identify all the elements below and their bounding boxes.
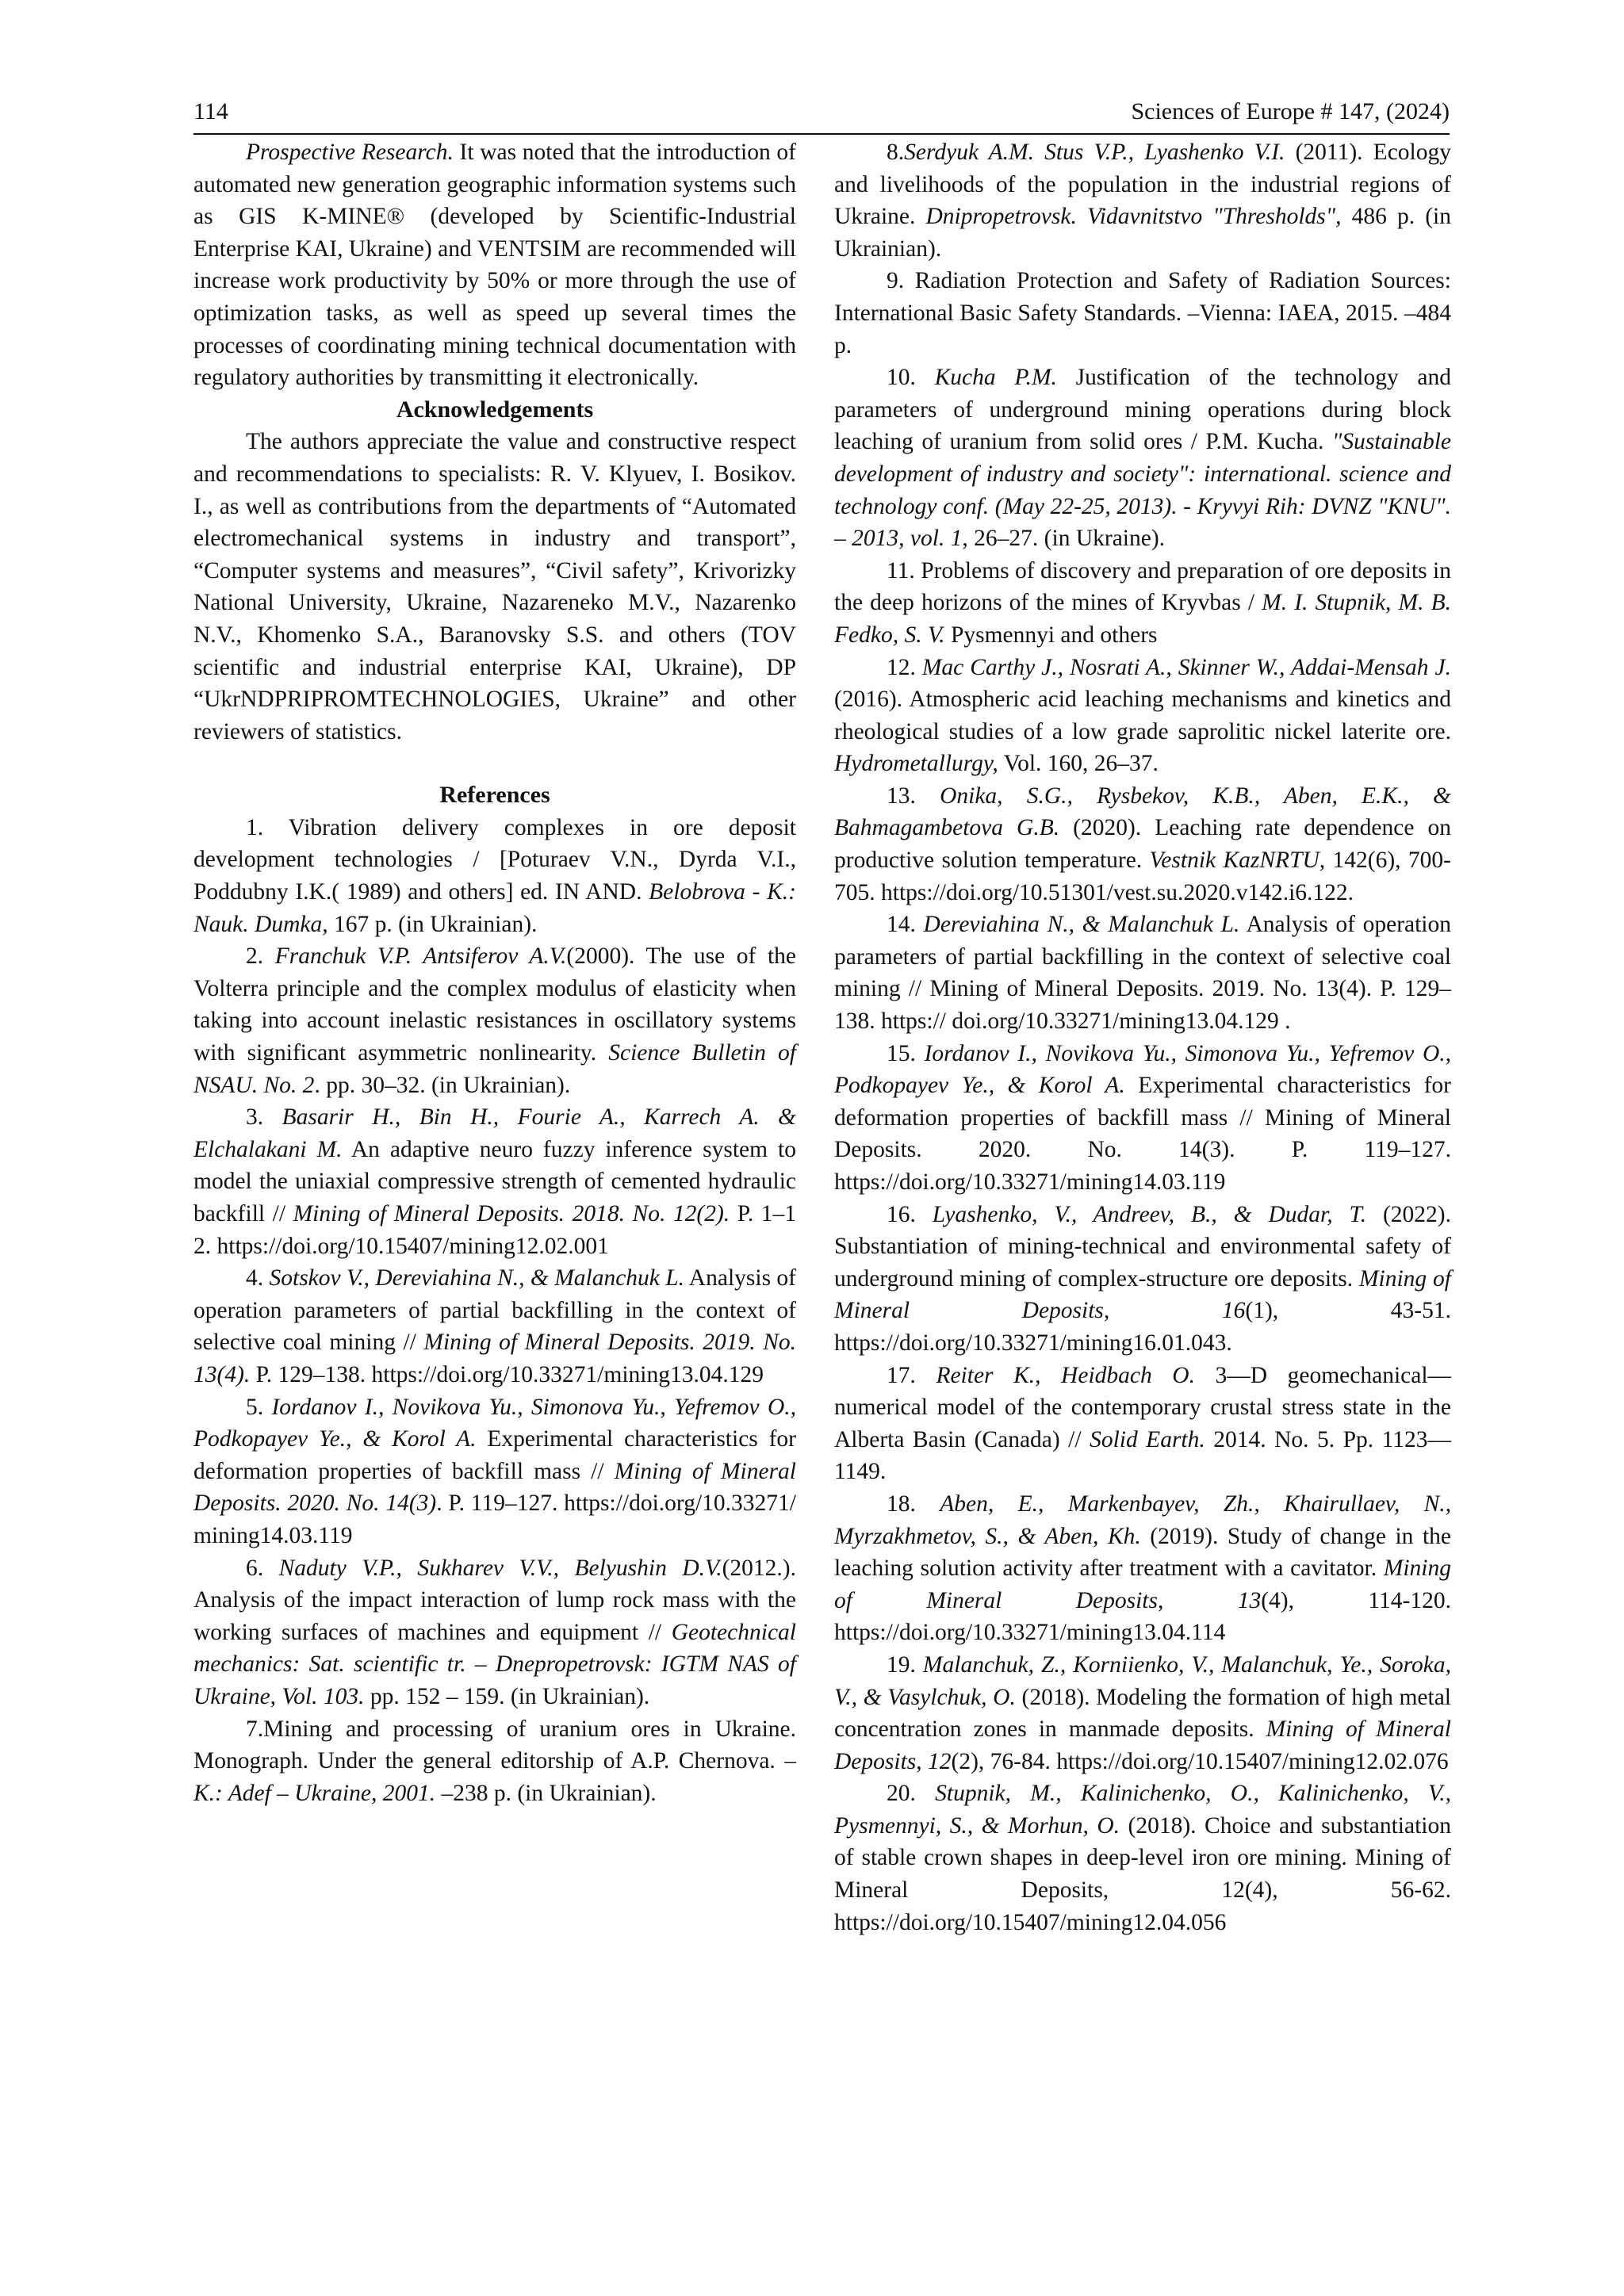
- ref-text: (2022). Substantiation of mining-technical and environmental safety of underground mining of complex-structure ore deposits.: [834, 1201, 1451, 1292]
- reference-6: [193, 1552, 796, 1713]
- intro-text: It was noted that the introduction of automated new generation geographic information systems such as GIS K-MINE® (developed by Scientific-Industrial Enterprise KAI, Ukraine) and VENTSIM are recommended will increase work productivity by 50% or more through the use of optimization tasks, as well as speed up several times the processes of coordinating mining technical documentation with regulatory authorities by transmitting it electronically.: [193, 140, 796, 391]
- ref-text: 4.: [246, 1265, 270, 1292]
- ref-italic: Solid Earth.: [1090, 1426, 1205, 1452]
- ref-text: 3.: [246, 1104, 282, 1131]
- ref-text: 18.: [887, 1490, 940, 1517]
- ref-italic: Mining of Mineral Deposits. 2019. No. 13(4).: [193, 1330, 796, 1387]
- ref-text: 142(6), 700-705. https://doi.org/10.51301/vest.su.2020.v142.i6.122.: [834, 848, 1451, 905]
- reference-18: [834, 1488, 1451, 1649]
- ref-text: 3—D geomechanical—numerical model of the contemporary crustal stress state in the Alberta Basin (Canada) //: [834, 1362, 1452, 1452]
- ref-text: 9. Radiation Protection and Safety of Radiation Sources: International Basic Safety Standards. –Vienna: IAEA, 2015. –484 p.: [834, 268, 1451, 358]
- ref-text: pp. 152 – 159. (in Ukrainian).: [364, 1683, 650, 1709]
- ref-text: 167 p. (in Ukrainian).: [327, 911, 538, 937]
- reference-15: [834, 1038, 1451, 1199]
- right-column: [834, 136, 1451, 1938]
- ref-italic: Sotskov V., Dereviahina N., & Malanchuk L.: [269, 1265, 685, 1292]
- ref-italic: Mining of Mineral Deposits: [834, 1556, 1451, 1613]
- ref-text: 19.: [887, 1651, 923, 1678]
- ref-italic: Mining of Mineral Deposits, 16: [834, 1265, 1452, 1324]
- ref-text: 7.Mining and processing of uranium ores in Ukraine. Monograph. Under the general editorship of A.P. Chernova.: [193, 1716, 796, 1774]
- ref-italic: –K.: Adef – Ukraine, 2001.: [193, 1748, 796, 1806]
- ref-text: , 26–27. (in Ukraine).: [962, 526, 1166, 552]
- ref-italic: Vestnik KazNRTU,: [1149, 848, 1326, 874]
- reference-20: [834, 1777, 1451, 1938]
- reference-14: [834, 909, 1451, 1037]
- ref-italic: Dnipropetrovsk. Vidavnitstvo "Thresholds",: [925, 204, 1342, 230]
- ref-text: –238 p. (in Ukrainian).: [435, 1780, 657, 1806]
- ref-text: Analysis of operation parameters of partial backfilling in the context of selective coal mining // Mining of Mineral Deposits. 2019. No. 13(4). P. 129–138. https:// doi.org/10.33271/mining13.04.129 .: [834, 912, 1452, 1035]
- ref-italic: 13: [1237, 1587, 1262, 1613]
- ref-text: Experimental characteristics for deformation properties of backfill mass //: [193, 1426, 796, 1484]
- ref-text: 8.: [887, 140, 905, 165]
- ref-italic: "Sustainable development of industry and society": international. science and technology conf. (May 22-25, 2013). - Kryvyi Rih: DVNZ "KNU". – 2013, vol. 1: [834, 429, 1451, 552]
- ref-text: 5.: [246, 1394, 272, 1420]
- ref-text: Analysis of operation parameters of partial backfilling in the context of selective coal mining //: [193, 1265, 797, 1356]
- references-heading: References: [439, 782, 550, 809]
- ref-italic: M. I. Stupnik, M. B. Fedko, S. V.: [834, 590, 1451, 648]
- ref-text: P. 1–12. https://doi.org/10.15407/mining12.02.001: [193, 1201, 797, 1259]
- acknowledgements-heading: Acknowledgements: [396, 396, 594, 423]
- ref-text: Justification of the technology and parameters of underground mining operations during block leaching of uranium from solid ores / P.M. Kucha.: [834, 365, 1452, 455]
- reference-8: [834, 136, 1451, 265]
- reference-5: [193, 1391, 796, 1552]
- ref-italic: Serdyuk A.M. Stus V.P., Lyashenko V.I.: [904, 140, 1285, 165]
- reference-3: [193, 1101, 796, 1262]
- ref-text: An adaptive neuro fuzzy inference system to model the uniaxial compressive strength of cemented hydraulic backfill //: [193, 1136, 796, 1226]
- ref-italic: Kucha P.M.: [934, 365, 1057, 391]
- ref-text: 11. Problems of discovery and preparation of ore deposits in the deep horizons of the mines of Kryvbas /: [834, 557, 1451, 616]
- ref-text: Vol. 160, 26–37.: [998, 751, 1159, 777]
- reference-9: [834, 265, 1451, 362]
- ref-text: (2018). Choice and substantiation of stable crown shapes in deep-level iron ore mining. Mining of Mineral Deposits, 12(4), 56-62. https://doi.org/10.15407/mining12.04.056: [834, 1812, 1451, 1935]
- ref-text: (4), 114-120. https://doi.org/10.33271/mining13.04.114: [834, 1587, 1451, 1646]
- ref-text: Pysmennyi and others: [944, 622, 1158, 648]
- ref-text: P. 129–138. https://doi.org/10.33271/mining13.04.129: [250, 1361, 764, 1387]
- ref-text: 17.: [887, 1362, 936, 1388]
- intro-italic: Prospective Research.: [246, 140, 454, 165]
- ref-italic: Mac Carthy J., Nosrati A., Skinner W., Addai-Mensah J.: [921, 654, 1452, 680]
- ref-italic: Malanchuk, Z., Korniienko, V., Malanchuk, Ye., Soroka, V., & Vasylchuk, O.: [834, 1651, 1451, 1710]
- intro-paragraph: [193, 136, 796, 394]
- ref-text: . P. 119–127. https://doi.org/10.33271/mining14.03.119: [193, 1490, 796, 1548]
- running-header: [193, 94, 1450, 135]
- ref-italic: Reiter K., Heidbach O.: [936, 1362, 1195, 1388]
- reference-10: [834, 362, 1451, 555]
- reference-7: [193, 1713, 796, 1810]
- ref-text: 10.: [887, 365, 935, 391]
- ref-text: (2012.). Analysis of the impact interaction of lump rock mass with the working surfaces of machines and equipment //: [193, 1555, 796, 1645]
- ref-italic: Basarir H., Bin H., Fourie A., Karrech A. & Elchalakani M.: [193, 1104, 796, 1162]
- ref-text: 486 p. (in Ukrainian).: [834, 204, 1452, 262]
- reference-12: [834, 652, 1451, 780]
- ref-italic: Belobrova - K.: Nauk. Dumka,: [193, 879, 796, 937]
- ref-italic: Aben, E., Markenbayev, Zh., Khairullaev, N., Myrzakhmetov, S., & Aben, Kh.: [834, 1490, 1452, 1549]
- ref-text: 2014. No. 5. Pp. 1123—1149.: [834, 1426, 1452, 1485]
- journal-title: Sciences of Europe # 147, (2024): [1131, 98, 1450, 124]
- reference-13: [834, 780, 1451, 909]
- ref-italic: Lyashenko, V., Andreev, B., & Dudar, T.: [932, 1201, 1367, 1227]
- reference-16: [834, 1199, 1451, 1360]
- ref-italic: Onika, S.G., Rysbekov, K.B., Aben, E.K., & Bahmagambetova G.B.: [834, 783, 1452, 841]
- ref-text: 20.: [887, 1781, 936, 1807]
- ref-text: . pp. 30–32. (in Ukrainian).: [314, 1072, 571, 1098]
- ref-italic: Hydrometallurgy,: [834, 751, 998, 777]
- ref-text: Experimental characteristics for deformation properties of backfill mass // Mining of Mineral Deposits. 2020. No. 14(3). P. 119–127. https://doi.org/10.33271/mining14.03.119: [834, 1073, 1451, 1195]
- ref-italic: 12: [928, 1748, 952, 1774]
- spacer: [193, 748, 796, 779]
- reference-2: [193, 940, 796, 1101]
- ref-text: 16.: [887, 1201, 933, 1227]
- page-number: 114: [193, 98, 228, 124]
- ref-italic: Mining of Mineral Deposits. 2018. No. 12(2).: [293, 1201, 730, 1226]
- ref-text: 1. Vibration delivery complexes in ore deposit development technologies / [Poturaev V.N., Dyrda V.I., Poddubny I.K.( 1989) and others] ed. IN AND.: [193, 814, 796, 905]
- ref-italic: Mining of Mineral Deposits. 2020. No. 14(3): [193, 1458, 796, 1517]
- reference-11: [834, 555, 1451, 652]
- ref-italic: Dereviahina N., & Malanchuk L.: [923, 912, 1240, 938]
- ref-text: (2), 76-84. https://doi.org/10.15407/mining12.02.076: [951, 1748, 1449, 1774]
- ref-text: 13.: [887, 783, 940, 809]
- ref-text: 2.: [246, 943, 275, 970]
- ref-text: (2018). Modeling the formation of high metal concentration zones in manmade deposits.: [834, 1684, 1451, 1743]
- ref-text: (2016). Atmospheric acid leaching mechanisms and kinetics and rheological studies of a low grade saprolitic nickel laterite ore.: [834, 687, 1451, 744]
- ref-italic: Franchuk V.P. Antsiferov A.V.: [274, 943, 567, 970]
- reference-4: [193, 1262, 796, 1391]
- left-column: [193, 136, 796, 1809]
- ref-text: 6.: [246, 1555, 279, 1581]
- ref-italic: Mining of Mineral Deposits: [834, 1716, 1451, 1774]
- reference-19: [834, 1649, 1451, 1777]
- ref-italic: Science Bulletin of NSAU. No. 2: [193, 1040, 796, 1098]
- ref-text: ,: [916, 1748, 928, 1774]
- ref-italic: Iordanov I., Novikova Yu., Simonova Yu., Yefremov O., Podkopayev Ye., & Korol A.: [193, 1394, 796, 1452]
- ref-text: (2020). Leaching rate dependence on productive solution temperature.: [834, 815, 1451, 874]
- ref-text: (2000). The use of the Volterra principle and the complex modulus of elasticity when taking into account inelastic resistances in oscillatory systems with significant asymmetric nonlinearity.: [193, 943, 796, 1066]
- ref-text: (2011). Ecology and livelihoods of the population in the industrial regions of Ukraine.: [834, 140, 1451, 230]
- reference-1: [193, 812, 796, 940]
- ref-text: (1), 43-51. https://doi.org/10.33271/mining16.01.043.: [834, 1298, 1451, 1356]
- ref-italic: Geotechnical mechanics: Sat. scientific tr. – Dnepropetrovsk: IGTM NAS of Ukraine, Vol. 103.: [193, 1619, 796, 1709]
- ref-text: 15.: [887, 1040, 925, 1066]
- ref-text: (2019). Study of change in the leaching solution activity after treatment with a cavitator.: [834, 1523, 1452, 1582]
- acknowledgements-paragraph: The authors appreciate the value and constructive respect and recommendations to specialists: R. V. Klyuev, I. Bosikov. I., as well as contributions from the departments of “Automated electromechanical systems in industry and transport”, “Computer systems and measures”, “Civil safety”, Krivorizky National University, Ukraine, Nazareneko M.V., Nazarenko N.V., Khomenko S.A., Baranovsky S.S. and others (TOV scientific and industrial enterprise KAI, Ukraine), DP “UkrNDPRIPROMTECHNOLOGIES, Ukraine” and other reviewers of statistics.: [193, 429, 796, 744]
- ref-italic: Naduty V.P., Sukharev V.V., Belyushin D.V.: [278, 1555, 722, 1581]
- ref-italic: Iordanov I., Novikova Yu., Simonova Yu., Yefremov O., Podkopayev Ye., & Korol A.: [834, 1040, 1451, 1099]
- ref-text: 14.: [887, 912, 924, 938]
- reference-17: [834, 1360, 1451, 1488]
- ref-italic: Stupnik, M., Kalinichenko, O., Kalinichenko, V., Pysmennyi, S., & Morhun, O.: [834, 1781, 1452, 1839]
- ref-text: ,: [1157, 1587, 1238, 1613]
- ref-text: 12.: [887, 654, 922, 680]
